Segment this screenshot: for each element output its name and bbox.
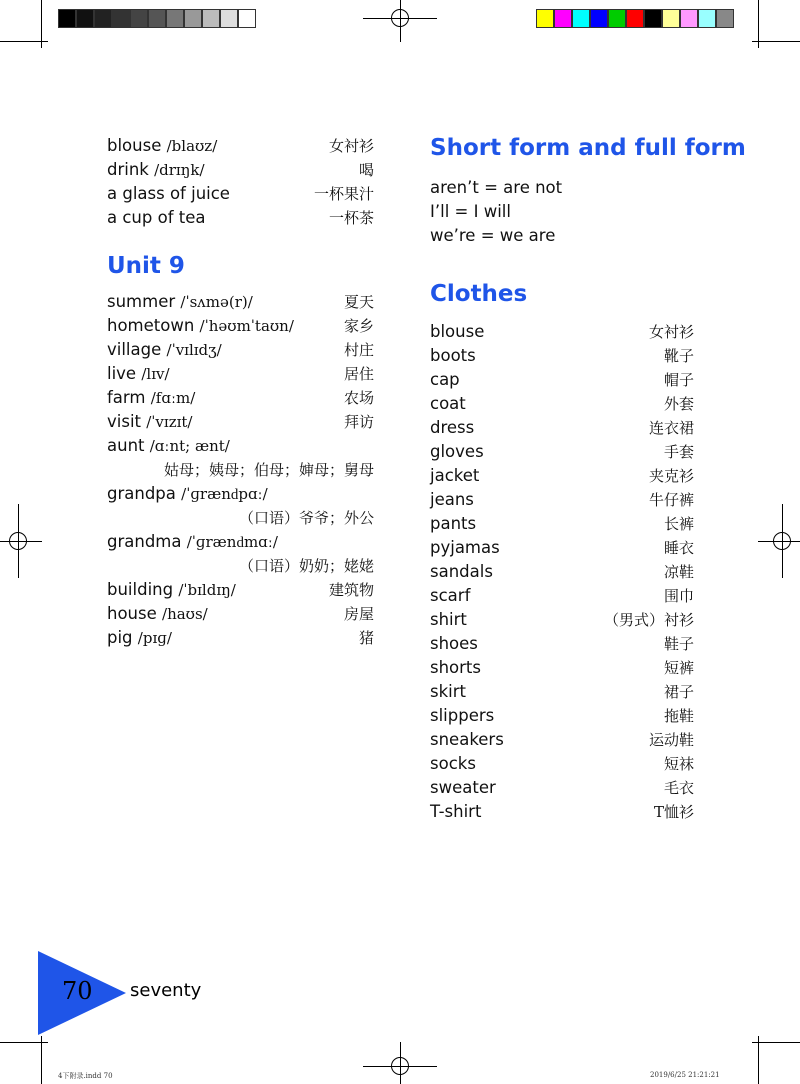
short-form-item: we’re = we are: [430, 226, 556, 245]
vocab-word: a cup of tea: [107, 208, 206, 227]
vocab-word: coat: [430, 394, 466, 413]
calibration-swatch: [148, 9, 166, 28]
vocab-meaning: 建筑物: [328, 581, 374, 599]
calibration-swatch: [644, 9, 662, 28]
vocab-word: sneakers: [430, 730, 504, 749]
vocab-row: [430, 344, 694, 368]
vocab-meaning: 睡衣: [663, 539, 694, 557]
vocab-word: summer /ˈsʌmə(r)/: [107, 292, 253, 311]
vocab-word: dress: [430, 418, 475, 437]
vocab-word: grandma /ˈɡrænԁmɑː/: [107, 532, 278, 551]
vocab-word: shirt: [430, 610, 467, 629]
vocab-meaning-row: [107, 506, 374, 530]
page-number: 70: [62, 977, 93, 1005]
calibration-swatch: [58, 9, 76, 28]
vocab-meaning: 女衬衫: [328, 137, 374, 155]
calibration-swatch: [626, 9, 644, 28]
vocab-meaning-row: [107, 554, 374, 578]
vocab-meaning: 喝: [358, 161, 374, 179]
vocab-word: blouse: [430, 322, 485, 341]
vocab-meaning: 手套: [663, 443, 694, 461]
vocab-row: [430, 800, 694, 824]
vocab-row: [107, 434, 374, 458]
left-column: [107, 134, 374, 650]
vocab-word: house /haʊs/: [107, 604, 208, 623]
vocab-phonetic: /ˈɡrænԁpɑː/: [181, 485, 268, 503]
short-form-list: [430, 176, 694, 248]
vocab-word: boots: [430, 346, 476, 365]
vocab-meaning: 牛仔裤: [648, 491, 694, 509]
vocab-phonetic: /haʊs/: [162, 605, 208, 623]
vocab-row: [430, 608, 694, 632]
vocab-word: skirt: [430, 682, 466, 701]
vocab-meaning: 拖鞋: [663, 707, 694, 725]
vocab-meaning: （口语）奶奶；姥姥: [238, 557, 374, 575]
vocab-word: jacket: [430, 466, 480, 485]
vocab-list-top: [107, 134, 374, 230]
unit-heading: Unit 9: [107, 253, 185, 279]
vocab-row: [430, 704, 694, 728]
calibration-swatch: [202, 9, 220, 28]
vocab-word: pig /pɪɡ/: [107, 628, 172, 647]
vocab-word: T-shirt: [430, 802, 482, 821]
vocab-word: blouse /blaʊz/: [107, 136, 218, 155]
vocab-row: [430, 656, 694, 680]
vocab-word: sweater: [430, 778, 496, 797]
vocab-row: [430, 512, 694, 536]
vocab-meaning: T恤衫: [653, 803, 694, 821]
vocab-meaning: 裙子: [663, 683, 694, 701]
calibration-swatch: [166, 9, 184, 28]
vocab-row: [107, 134, 374, 158]
vocab-phonetic: /pɪɡ/: [137, 629, 172, 647]
vocab-meaning: 一杯茶: [328, 209, 374, 227]
vocab-row: [430, 416, 694, 440]
vocab-word: pyjamas: [430, 538, 500, 557]
vocab-word: building /ˈbɪldɪŋ/: [107, 580, 236, 599]
vocab-row: [107, 182, 374, 206]
vocab-meaning: 姑母；姨母；伯母；婶母；舅母: [163, 461, 374, 479]
vocab-word: cap: [430, 370, 460, 389]
vocab-phonetic: /ˈsʌmə(r)/: [180, 293, 253, 311]
vocab-row: [107, 482, 374, 506]
vocab-meaning: （男式）衬衫: [603, 611, 694, 629]
vocab-phonetic: /ˈhəʊmˈtaʊn/: [199, 317, 294, 335]
vocab-word: village /ˈvɪlɪdʒ/: [107, 340, 222, 359]
vocab-row: [430, 560, 694, 584]
vocab-meaning-row: [107, 458, 374, 482]
calibration-swatch: [716, 9, 734, 28]
vocab-meaning: 鞋子: [663, 635, 694, 653]
vocab-row: [430, 368, 694, 392]
vocab-word: live /lɪv/: [107, 364, 170, 383]
vocab-word: aunt /ɑːnt; ænt/: [107, 436, 230, 455]
vocab-word: visit /ˈvɪzɪt/: [107, 412, 193, 431]
vocab-row: [430, 536, 694, 560]
page-word: seventy: [130, 980, 202, 1001]
calibration-swatch: [554, 9, 572, 28]
calibration-swatch: [220, 9, 238, 28]
calibration-swatch: [238, 9, 256, 28]
vocab-phonetic: /ˈvɪlɪdʒ/: [166, 341, 222, 359]
vocab-meaning: 外套: [663, 395, 694, 413]
vocab-row: [430, 752, 694, 776]
vocab-row: [107, 602, 374, 626]
vocab-meaning: 农场: [343, 389, 374, 407]
calibration-swatch: [536, 9, 554, 28]
footer-timestamp: 2019/6/25 21:21:21: [650, 1071, 720, 1079]
vocab-meaning: 女衬衫: [648, 323, 694, 341]
crop-mark: [0, 41, 48, 42]
vocab-meaning: 围巾: [663, 587, 694, 605]
vocab-phonetic: /blaʊz/: [166, 137, 218, 155]
vocab-meaning: 房屋: [343, 605, 374, 623]
calibration-swatch: [608, 9, 626, 28]
vocab-meaning: 夹克衫: [648, 467, 694, 485]
vocab-row: [107, 206, 374, 230]
calibration-swatch: [130, 9, 148, 28]
vocab-word: gloves: [430, 442, 484, 461]
calibration-swatch: [112, 9, 130, 28]
vocab-phonetic: /ɑːnt; ænt/: [149, 437, 230, 455]
vocab-phonetic: /ˈvɪzɪt/: [146, 413, 193, 431]
vocab-word: pants: [430, 514, 477, 533]
vocab-meaning: 长裤: [663, 515, 694, 533]
footer-filename: 4下附录.indd 70: [58, 1072, 113, 1080]
vocab-list-unit: [107, 290, 374, 650]
calibration-swatch: [680, 9, 698, 28]
calibration-swatch: [590, 9, 608, 28]
vocab-phonetic: /fɑːm/: [150, 389, 196, 407]
vocab-row: [430, 680, 694, 704]
crop-mark: [752, 41, 800, 42]
short-form-item: aren’t = are not: [430, 178, 563, 197]
vocab-row: [430, 488, 694, 512]
calibration-swatch: [572, 9, 590, 28]
calibration-swatch: [76, 9, 94, 28]
vocab-row: [430, 320, 694, 344]
vocab-meaning: 一杯果汁: [313, 185, 374, 203]
vocab-meaning: 猪: [358, 629, 374, 647]
clothes-heading: Clothes: [430, 281, 528, 307]
crop-mark: [758, 1036, 759, 1084]
gray-calibration-bar: [58, 9, 256, 28]
vocab-word: hometown /ˈhəʊmˈtaʊn/: [107, 316, 294, 335]
vocab-word: scarf: [430, 586, 471, 605]
vocab-meaning: 凉鞋: [663, 563, 694, 581]
vocab-meaning: 帽子: [663, 371, 694, 389]
vocab-phonetic: /ˈbɪldɪŋ/: [178, 581, 236, 599]
vocab-row: [430, 392, 694, 416]
vocab-meaning: 靴子: [663, 347, 694, 365]
vocab-row: [107, 314, 374, 338]
vocab-meaning: （口语）爷爷；外公: [238, 509, 374, 527]
vocab-row: [107, 362, 374, 386]
calibration-swatch: [698, 9, 716, 28]
vocab-meaning: 夏天: [343, 293, 374, 311]
vocab-word: grandpa /ˈɡrænԁpɑː/: [107, 484, 268, 503]
vocab-row: [107, 158, 374, 182]
vocab-meaning: 短袜: [663, 755, 694, 773]
vocab-meaning: 短裤: [663, 659, 694, 677]
vocab-phonetic: /drɪŋk/: [154, 161, 205, 179]
vocab-row: [107, 410, 374, 434]
vocab-meaning: 毛衣: [663, 779, 694, 797]
vocab-row: [107, 530, 374, 554]
vocab-row: [430, 728, 694, 752]
vocab-word: drink /drɪŋk/: [107, 160, 205, 179]
color-calibration-bar: [536, 9, 734, 28]
crop-mark: [0, 1042, 48, 1043]
vocab-word: shoes: [430, 634, 478, 653]
calibration-swatch: [184, 9, 202, 28]
short-form-heading: Short form and full form: [430, 135, 746, 161]
calibration-swatch: [662, 9, 680, 28]
vocab-meaning: 连衣裙: [648, 419, 694, 437]
vocab-word: sandals: [430, 562, 493, 581]
vocab-meaning: 拜访: [343, 413, 374, 431]
vocab-meaning: 家乡: [343, 317, 374, 335]
vocab-row: [107, 626, 374, 650]
vocab-meaning: 运动鞋: [648, 731, 694, 749]
calibration-swatch: [94, 9, 112, 28]
vocab-meaning: 居住: [343, 365, 374, 383]
crop-mark: [752, 1042, 800, 1043]
right-column: [430, 132, 746, 824]
vocab-meaning: 村庄: [343, 341, 374, 359]
vocab-phonetic: /ˈɡrænԁmɑː/: [186, 533, 278, 551]
short-form-item: I’ll = I will: [430, 202, 511, 221]
vocab-row: [107, 338, 374, 362]
vocab-word: a glass of juice: [107, 184, 230, 203]
vocab-word: socks: [430, 754, 476, 773]
vocab-row: [107, 290, 374, 314]
vocab-row: [430, 776, 694, 800]
vocab-row: [107, 578, 374, 602]
vocab-word: slippers: [430, 706, 495, 725]
vocab-word: jeans: [430, 490, 474, 509]
vocab-row: [430, 440, 694, 464]
vocab-row: [430, 464, 694, 488]
clothes-list: [430, 320, 694, 824]
crop-mark: [41, 1036, 42, 1084]
vocab-row: [107, 386, 374, 410]
vocab-word: shorts: [430, 658, 481, 677]
vocab-row: [430, 584, 694, 608]
vocab-row: [430, 632, 694, 656]
vocab-word: farm /fɑːm/: [107, 388, 196, 407]
vocab-phonetic: /lɪv/: [141, 365, 170, 383]
